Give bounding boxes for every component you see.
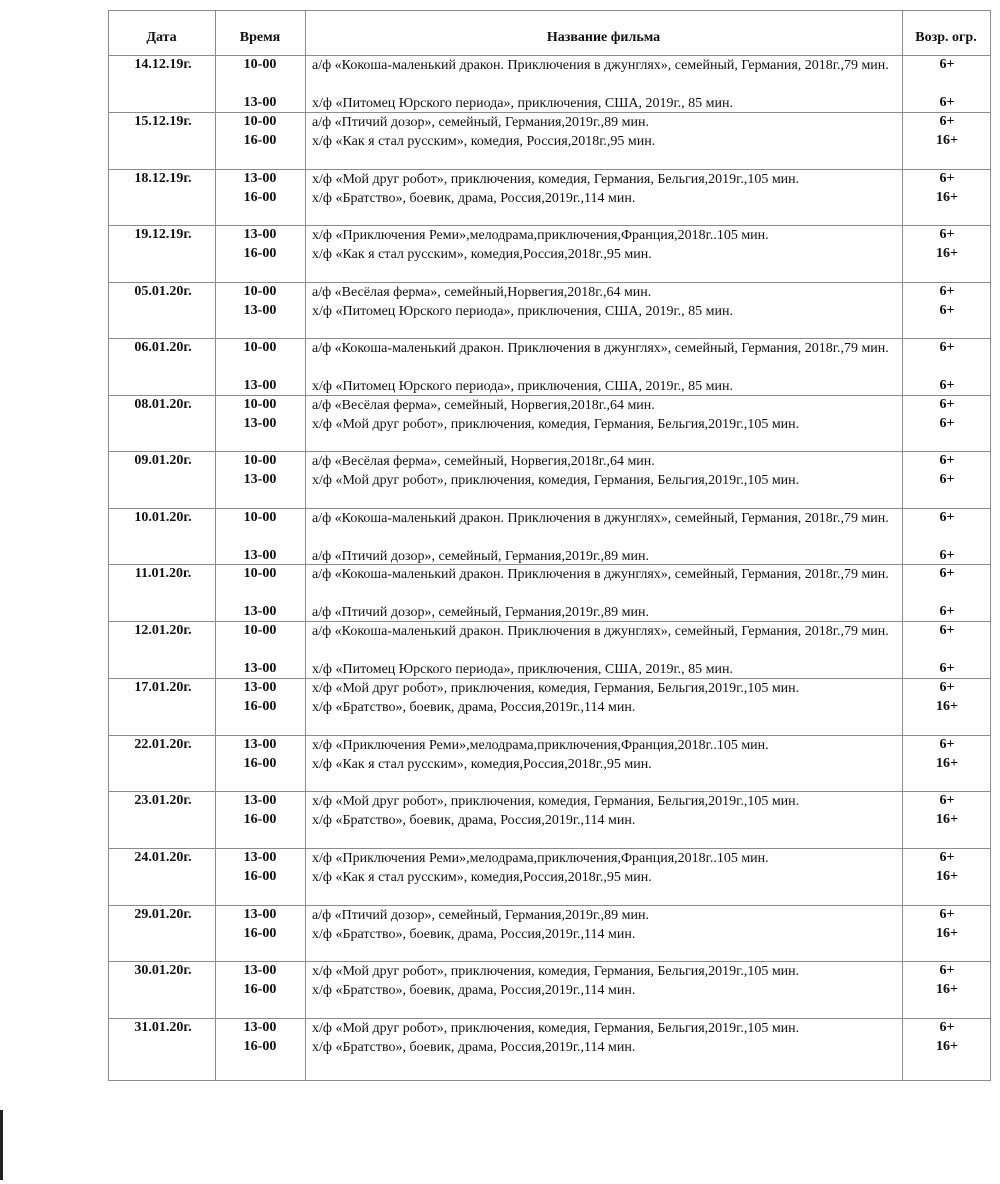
film-description: а/ф «Птичий дозор», семейный, Германия,2019г.,89 мин. <box>312 908 649 923</box>
showtime: 10-00 <box>243 340 277 355</box>
header-film-title: Название фильма <box>546 30 661 45</box>
film-description: х/ф «Мой друг робот», приключения, комедия, Германия, Бельгия,2019г.,105 мин. <box>312 681 800 696</box>
table-row <box>0 623 1000 661</box>
film-description: х/ф «Мой друг робот», приключения, комедия, Германия, Бельгия,2019г.,105 мин. <box>312 473 800 488</box>
table-row <box>0 303 1000 341</box>
showtime: 13-00 <box>243 95 277 110</box>
schedule-date: 08.01.20г. <box>134 397 192 412</box>
showtime: 13-00 <box>243 907 277 922</box>
age-rating: 6+ <box>939 416 955 431</box>
film-description: а/ф «Весёлая ферма», семейный, Норвегия,2018г.,64 мин. <box>312 398 655 413</box>
table-row <box>0 246 1000 284</box>
table-row <box>0 416 1000 454</box>
showtime: 13-00 <box>243 793 277 808</box>
age-rating: 6+ <box>939 397 955 412</box>
schedule-date: 17.01.20г. <box>134 680 192 695</box>
age-rating: 6+ <box>939 171 955 186</box>
schedule-date: 31.01.20г. <box>134 1020 192 1035</box>
film-description: х/ф «Мой друг робот», приключения, комедия, Германия, Бельгия,2019г.,105 мин. <box>312 794 800 809</box>
showtime: 13-00 <box>243 548 277 563</box>
row-separator <box>108 508 991 509</box>
schedule-date: 30.01.20г. <box>134 963 192 978</box>
film-description: х/ф «Как я стал русским», комедия,Россия,2018г.,95 мин. <box>312 870 652 885</box>
film-description: х/ф «Питомец Юрского периода», приключения, США, 2019г., 85 мин. <box>312 96 733 111</box>
age-rating: 6+ <box>939 680 955 695</box>
showtime: 13-00 <box>243 378 277 393</box>
row-separator <box>108 451 991 452</box>
schedule-date: 24.01.20г. <box>134 850 192 865</box>
schedule-date: 23.01.20г. <box>134 793 192 808</box>
showtime: 13-00 <box>243 963 277 978</box>
showtime: 16-00 <box>243 926 277 941</box>
table-row <box>0 340 1000 378</box>
film-description: а/ф «Птичий дозор», семейный, Германия,2019г.,89 мин. <box>312 549 649 564</box>
showtime: 10-00 <box>243 284 277 299</box>
showtime: 13-00 <box>243 472 277 487</box>
showtime: 13-00 <box>243 1020 277 1035</box>
film-description: х/ф «Питомец Юрского периода», приключения, США, 2019г., 85 мин. <box>312 304 733 319</box>
age-rating: 6+ <box>939 57 955 72</box>
schedule-date: 14.12.19г. <box>134 57 192 72</box>
schedule-date: 10.01.20г. <box>134 510 192 525</box>
showtime: 16-00 <box>243 246 277 261</box>
showtime: 16-00 <box>243 982 277 997</box>
showtime: 16-00 <box>243 756 277 771</box>
age-rating: 6+ <box>939 661 955 676</box>
age-rating: 6+ <box>939 907 955 922</box>
film-description: а/ф «Кокоша-маленький дракон. Приключения в джунглях», семейный, Германия, 2018г.,79 мин. <box>312 58 889 73</box>
age-rating: 6+ <box>939 95 955 110</box>
age-rating: 16+ <box>936 246 958 261</box>
showtime: 13-00 <box>243 661 277 676</box>
age-rating: 6+ <box>939 963 955 978</box>
age-rating: 16+ <box>936 812 958 827</box>
table-row <box>0 869 1000 907</box>
age-rating: 16+ <box>936 982 958 997</box>
row-separator <box>108 961 991 962</box>
showtime: 10-00 <box>243 510 277 525</box>
showtime: 13-00 <box>243 171 277 186</box>
showtime: 16-00 <box>243 133 277 148</box>
row-separator <box>108 735 991 736</box>
film-description: х/ф «Как я стал русским», комедия, Россия,2018г.,95 мин. <box>312 134 656 149</box>
film-description: а/ф «Кокоша-маленький дракон. Приключения в джунглях», семейный, Германия, 2018г.,79 мин. <box>312 341 889 356</box>
table-row <box>0 812 1000 850</box>
film-description: а/ф «Весёлая ферма», семейный,Норвегия,2018г.,64 мин. <box>312 285 652 300</box>
schedule-date: 06.01.20г. <box>134 340 192 355</box>
age-rating: 6+ <box>939 227 955 242</box>
age-rating: 16+ <box>936 699 958 714</box>
age-rating: 6+ <box>939 378 955 393</box>
header-separator <box>108 55 991 56</box>
row-separator <box>108 395 991 396</box>
age-rating: 6+ <box>939 453 955 468</box>
table-border-bottom <box>108 1080 991 1081</box>
row-separator <box>108 905 991 906</box>
film-description: х/ф «Братство», боевик, драма, Россия,2019г.,114 мин. <box>312 927 636 942</box>
header-age-rating: Возр. огр. <box>915 30 977 45</box>
film-description: х/ф «Приключения Реми»,мелодрама,приключения,Франция,2018г..105 мин. <box>312 228 769 243</box>
film-description: а/ф «Кокоша-маленький дракон. Приключения в джунглях», семейный, Германия, 2018г.,79 мин. <box>312 567 889 582</box>
age-rating: 6+ <box>939 793 955 808</box>
film-description: х/ф «Братство», боевик, драма, Россия,2019г.,114 мин. <box>312 700 636 715</box>
film-description: х/ф «Братство», боевик, драма, Россия,2019г.,114 мин. <box>312 813 636 828</box>
table-border-top <box>108 10 991 11</box>
table-row <box>0 699 1000 737</box>
table-row <box>0 926 1000 964</box>
film-description: х/ф «Братство», боевик, драма, Россия,2019г.,114 мин. <box>312 983 636 998</box>
showtime: 10-00 <box>243 397 277 412</box>
table-row <box>0 510 1000 548</box>
schedule-date: 29.01.20г. <box>134 907 192 922</box>
age-rating: 16+ <box>936 869 958 884</box>
schedule-date: 22.01.20г. <box>134 737 192 752</box>
film-description: х/ф «Питомец Юрского периода», приключения, США, 2019г., 85 мин. <box>312 662 733 677</box>
age-rating: 16+ <box>936 1039 958 1054</box>
film-description: а/ф «Кокоша-маленький дракон. Приключения в джунглях», семейный, Германия, 2018г.,79 мин. <box>312 624 889 639</box>
table-row <box>0 57 1000 95</box>
row-separator <box>108 678 991 679</box>
schedule-date: 18.12.19г. <box>134 171 192 186</box>
age-rating: 6+ <box>939 548 955 563</box>
schedule-date: 05.01.20г. <box>134 284 192 299</box>
age-rating: 6+ <box>939 604 955 619</box>
film-description: а/ф «Птичий дозор», семейный, Германия,2019г.,89 мин. <box>312 115 649 130</box>
film-description: х/ф «Приключения Реми»,мелодрама,приключения,Франция,2018г..105 мин. <box>312 738 769 753</box>
showtime: 10-00 <box>243 57 277 72</box>
film-description: х/ф «Питомец Юрского периода», приключения, США, 2019г., 85 мин. <box>312 379 733 394</box>
schedule-date: 09.01.20г. <box>134 453 192 468</box>
showtime: 10-00 <box>243 566 277 581</box>
row-separator <box>108 169 991 170</box>
table-row <box>0 1039 1000 1077</box>
table-row <box>0 472 1000 510</box>
age-rating: 6+ <box>939 623 955 638</box>
showtime: 16-00 <box>243 1039 277 1054</box>
row-separator <box>108 564 991 565</box>
film-description: х/ф «Как я стал русским», комедия,Россия,2018г.,95 мин. <box>312 757 652 772</box>
schedule-date: 19.12.19г. <box>134 227 192 242</box>
header-date: Дата <box>146 30 177 45</box>
film-description: а/ф «Кокоша-маленький дракон. Приключения в джунглях», семейный, Германия, 2018г.,79 мин. <box>312 511 889 526</box>
film-description: х/ф «Как я стал русским», комедия,Россия,2018г.,95 мин. <box>312 247 652 262</box>
showtime: 13-00 <box>243 604 277 619</box>
showtime: 13-00 <box>243 850 277 865</box>
age-rating: 6+ <box>939 566 955 581</box>
showtime: 16-00 <box>243 812 277 827</box>
showtime: 10-00 <box>243 453 277 468</box>
age-rating: 16+ <box>936 926 958 941</box>
age-rating: 6+ <box>939 114 955 129</box>
age-rating: 6+ <box>939 284 955 299</box>
film-description: х/ф «Мой друг робот», приключения, комедия, Германия, Бельгия,2019г.,105 мин. <box>312 1021 800 1036</box>
film-description: х/ф «Братство», боевик, драма, Россия,2019г.,114 мин. <box>312 1040 636 1055</box>
row-separator <box>108 112 991 113</box>
film-description: а/ф «Птичий дозор», семейный, Германия,2019г.,89 мин. <box>312 605 649 620</box>
schedule-date: 11.01.20г. <box>134 566 192 581</box>
table-row <box>0 982 1000 1020</box>
film-description: х/ф «Приключения Реми»,мелодрама,приключения,Франция,2018г..105 мин. <box>312 851 769 866</box>
age-rating: 6+ <box>939 340 955 355</box>
age-rating: 16+ <box>936 133 958 148</box>
film-description: а/ф «Весёлая ферма», семейный, Норвегия,2018г.,64 мин. <box>312 454 655 469</box>
row-separator <box>108 338 991 339</box>
row-separator <box>108 1018 991 1019</box>
showtime: 13-00 <box>243 227 277 242</box>
age-rating: 6+ <box>939 510 955 525</box>
film-description: х/ф «Мой друг робот», приключения, комедия, Германия, Бельгия,2019г.,105 мин. <box>312 417 800 432</box>
table-row <box>0 566 1000 604</box>
scan-edge-mark <box>0 1110 3 1180</box>
showtime: 10-00 <box>243 623 277 638</box>
row-separator <box>108 848 991 849</box>
table-row <box>0 133 1000 171</box>
age-rating: 6+ <box>939 737 955 752</box>
age-rating: 16+ <box>936 756 958 771</box>
table-row <box>0 190 1000 228</box>
showtime: 13-00 <box>243 680 277 695</box>
age-rating: 6+ <box>939 472 955 487</box>
row-separator <box>108 225 991 226</box>
film-description: х/ф «Мой друг робот», приключения, комедия, Германия, Бельгия,2019г.,105 мин. <box>312 964 800 979</box>
age-rating: 6+ <box>939 850 955 865</box>
showtime: 13-00 <box>243 416 277 431</box>
showtime: 13-00 <box>243 303 277 318</box>
showtime: 10-00 <box>243 114 277 129</box>
age-rating: 6+ <box>939 303 955 318</box>
showtime: 16-00 <box>243 869 277 884</box>
showtime: 16-00 <box>243 699 277 714</box>
showtime: 16-00 <box>243 190 277 205</box>
row-separator <box>108 282 991 283</box>
schedule-date: 15.12.19г. <box>134 114 192 129</box>
showtime: 13-00 <box>243 737 277 752</box>
film-description: х/ф «Братство», боевик, драма, Россия,2019г.,114 мин. <box>312 191 636 206</box>
age-rating: 6+ <box>939 1020 955 1035</box>
table-row <box>0 756 1000 794</box>
header-time: Время <box>239 30 281 45</box>
age-rating: 16+ <box>936 190 958 205</box>
schedule-date: 12.01.20г. <box>134 623 192 638</box>
film-description: х/ф «Мой друг робот», приключения, комедия, Германия, Бельгия,2019г.,105 мин. <box>312 172 800 187</box>
row-separator <box>108 791 991 792</box>
row-separator <box>108 621 991 622</box>
